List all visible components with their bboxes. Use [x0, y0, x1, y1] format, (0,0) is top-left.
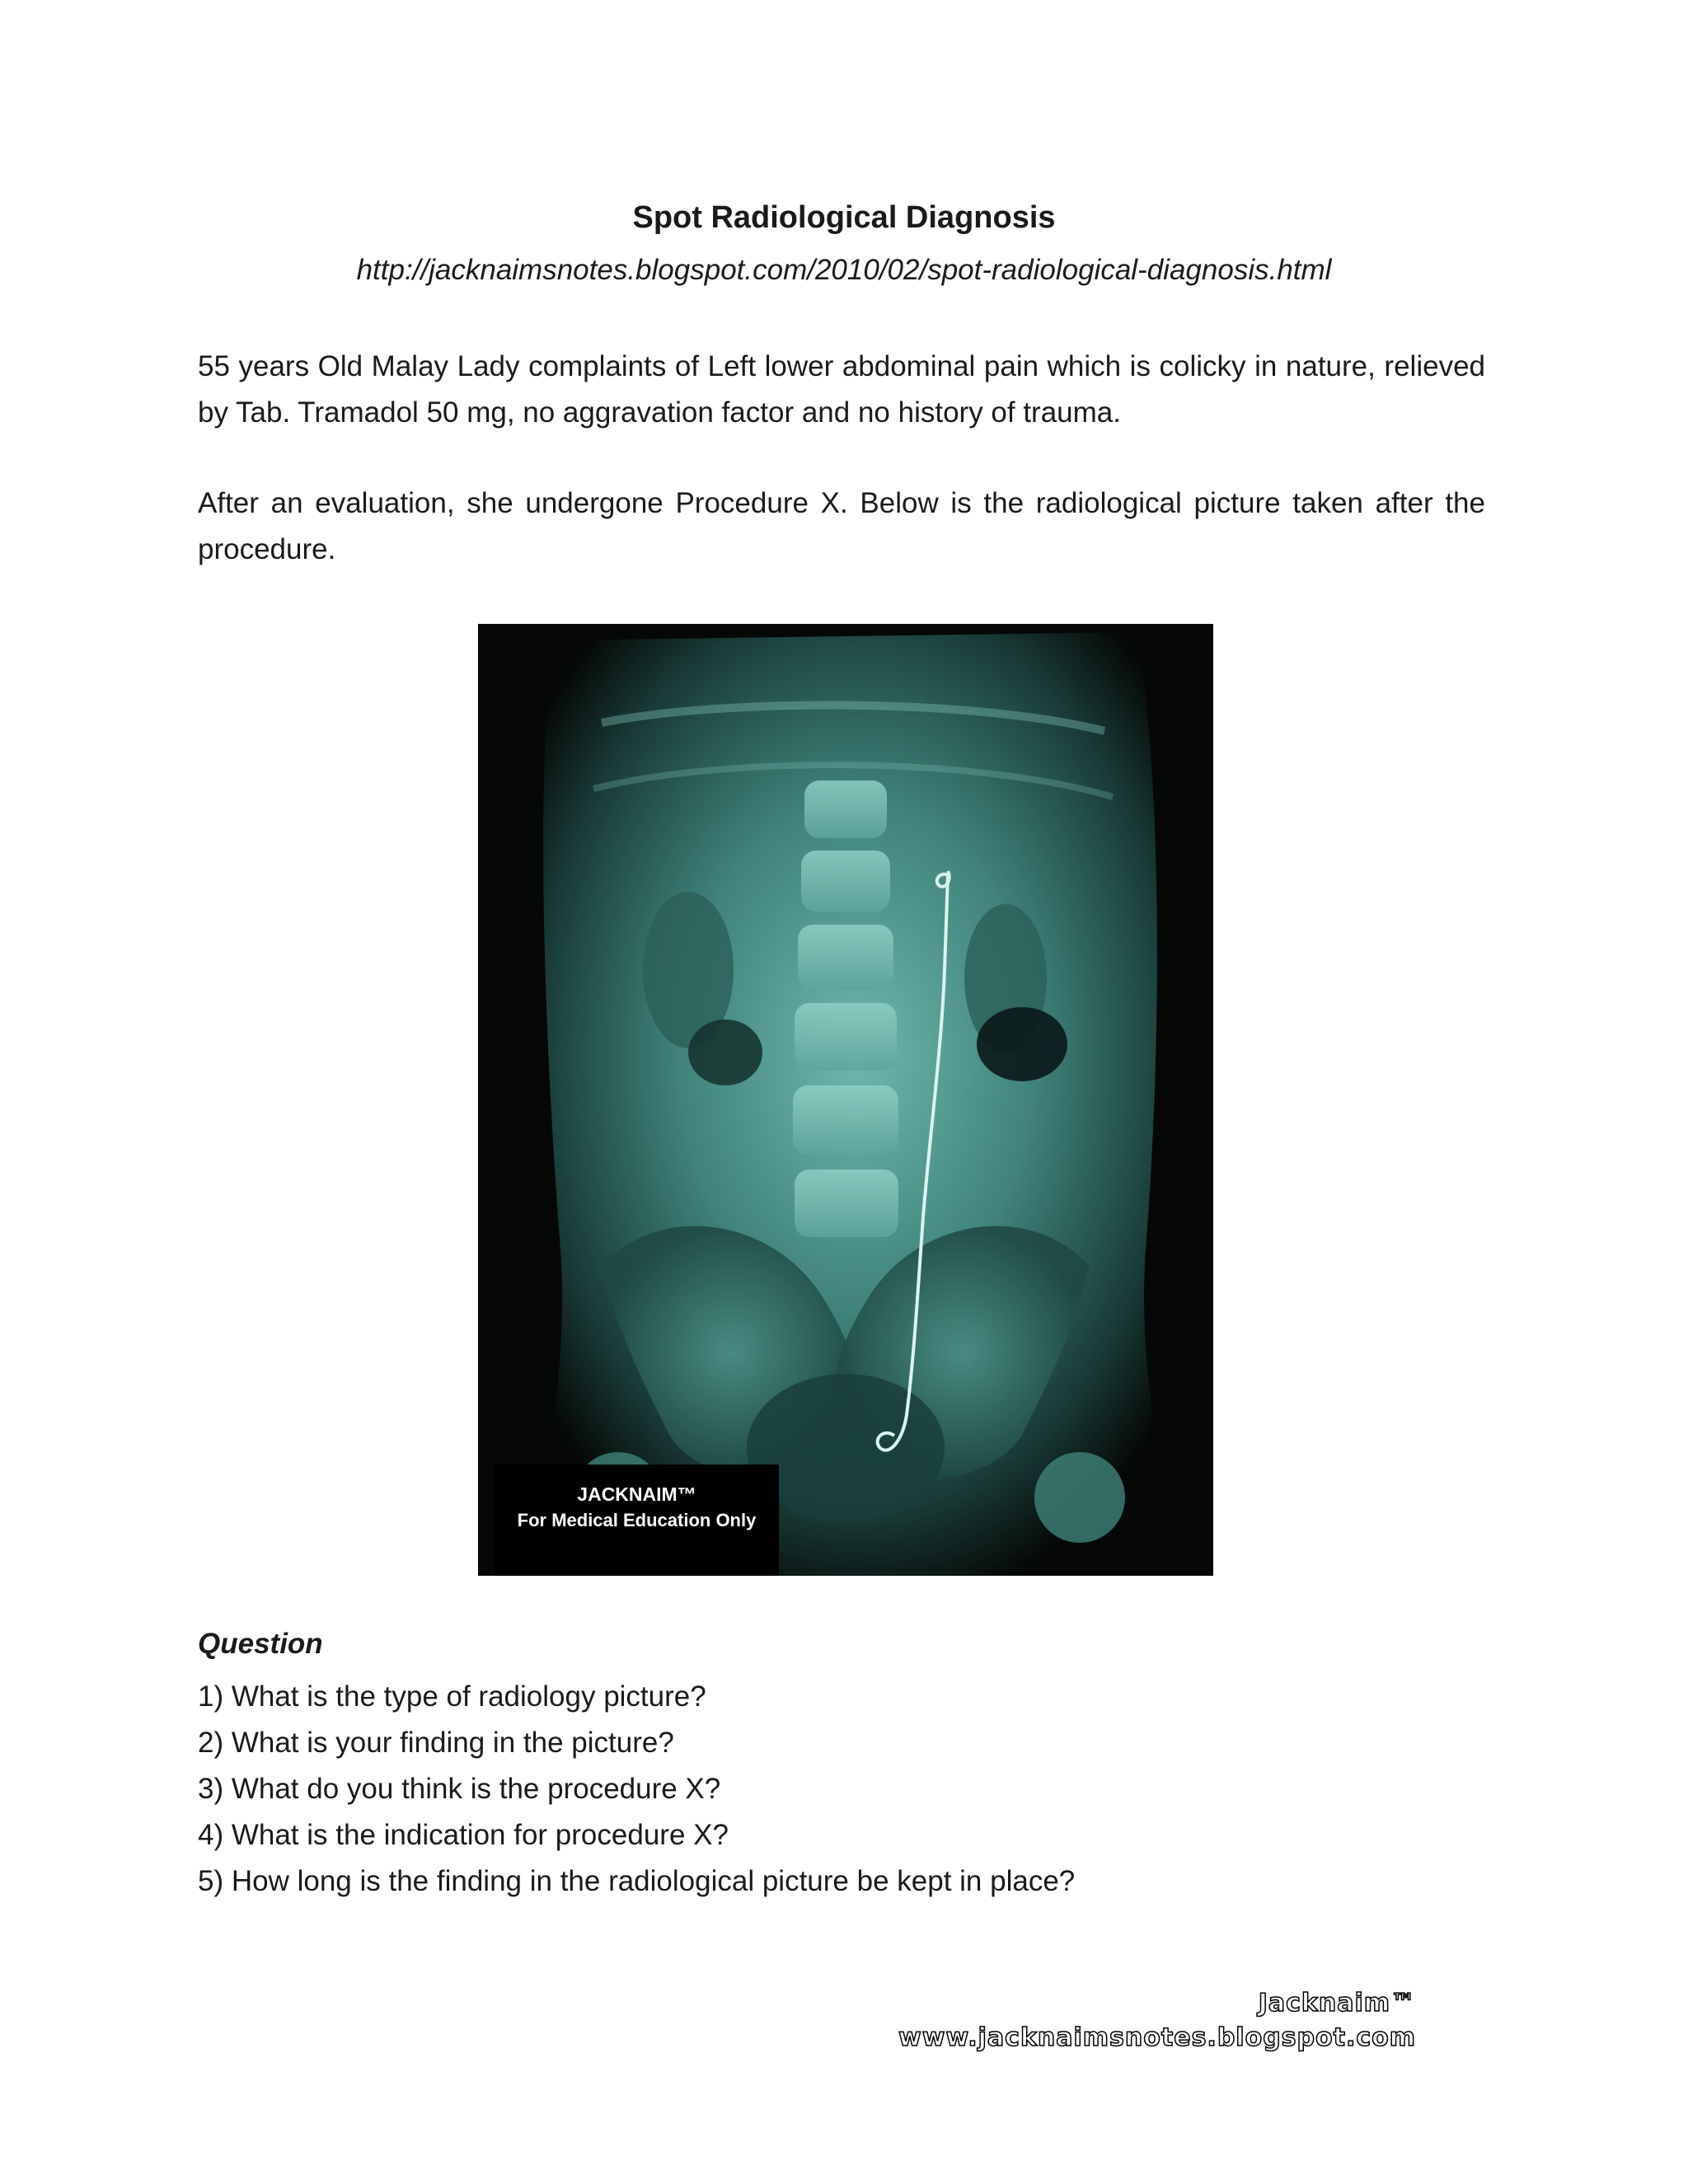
question-item: 1) What is the type of radiology picture? — [198, 1680, 706, 1713]
question-item: 2) What is your finding in the picture? — [198, 1727, 674, 1759]
case-description-paragraph: 55 years Old Malay Lady complaints of Left lower abdominal pain which is colicky in nature, relieved by Tab. Tramadol 50 mg, no aggravation factor and no history of trauma. — [198, 350, 1485, 429]
questions-list — [198, 1674, 1075, 1905]
watermark-brand: JACKNAIM™ — [577, 1483, 696, 1505]
footer-website: www.jacknaimsnotes.blogspot.com — [898, 2023, 1416, 2052]
question-item: 5) How long is the finding in the radiological picture be kept in place? — [198, 1865, 1076, 1897]
questions-heading: Question — [198, 1628, 323, 1660]
source-url: http://jacknaimsnotes.blogspot.com/2010/02/spot-radiological-diagnosis.html — [356, 254, 1332, 286]
procedure-paragraph: After an evaluation, she undergone Procedure X. Below is the radiological picture taken after the procedure. — [198, 487, 1485, 565]
abdominal-xray-image — [478, 624, 1213, 1576]
document-title: Spot Radiological Diagnosis — [632, 200, 1056, 235]
footer-brand: Jacknaim™ — [1258, 1989, 1416, 2018]
question-item: 3) What do you think is the procedure X? — [198, 1773, 721, 1805]
watermark-notice: For Medical Education Only — [517, 1510, 757, 1530]
question-item: 4) What is the indication for procedure X? — [198, 1819, 729, 1851]
